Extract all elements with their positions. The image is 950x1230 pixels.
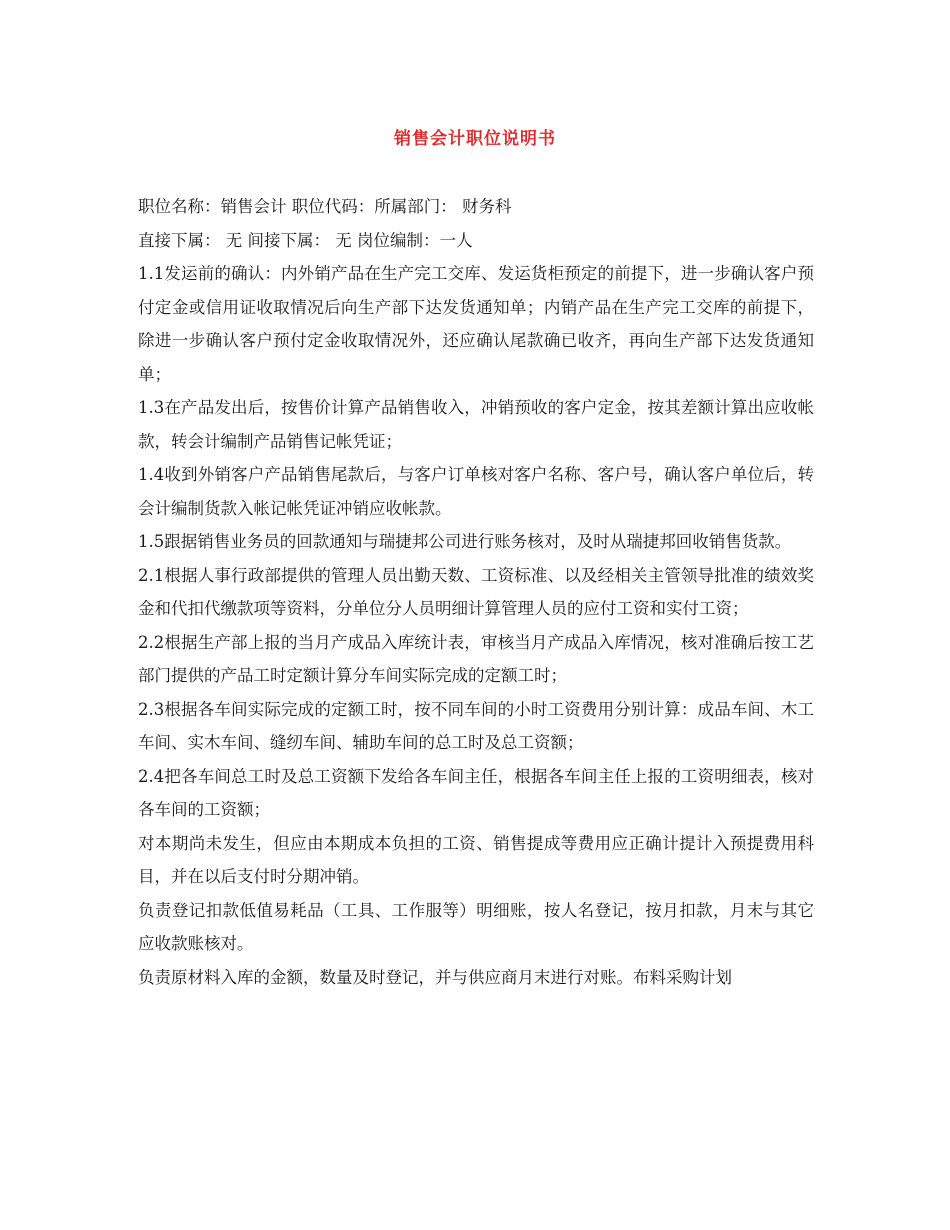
paragraph-2-4: 2.4把各车间总工时及总工资额下发给各车间主任，根据各车间主任上报的工资明细表，核对各车间的工资额；: [138, 766, 814, 819]
document-title: 销售会计职位说明书: [394, 129, 556, 149]
paragraph-subordinates: 直接下属： 无 间接下属： 无 岗位编制：一人: [138, 230, 473, 250]
paragraph-accrual: 对本期尚未发生，但应由本期成本负担的工资、销售提成等费用应正确计提计入预提费用科目，并在以后支付时分期冲销。: [138, 833, 814, 886]
paragraph-consumables: 负责登记扣款低值易耗品（工具、工作服等）明细账，按人名登记，按月扣款，月末与其它应收款账核对。: [138, 900, 814, 953]
paragraph-1-1: 1.1发运前的确认：内外销产品在生产完工交库、发运货柜预定的前提下，进一步确认客户预付定金或信用证收取情况后向生产部下达发货通知单；内销产品在生产完工交库的前提下，除进一步确认客户预付定金收取情况外，还应确认尾款确已收齐，再向生产部下达发货通知单；: [138, 264, 814, 384]
paragraph-1-3: 1.3在产品发出后，按售价计算产品销售收入，冲销预收的客户定金，按其差额计算出应收帐款，转会计编制产品销售记帐凭证；: [138, 398, 814, 451]
paragraph-raw-materials: 负责原材料入库的金额，数量及时登记，并与供应商月末进行对账。布料采购计划: [138, 967, 732, 987]
document-body: [138, 190, 814, 994]
paragraph-1-4: 1.4收到外销客户产品销售尾款后，与客户订单核对客户名称、客户号，确认客户单位后，转会计编制货款入帐记帐凭证冲销应收帐款。: [138, 465, 814, 518]
paragraph-2-3: 2.3根据各车间实际完成的定额工时，按不同车间的小时工资费用分别计算：成品车间、木工车间、实木车间、缝纫车间、辅助车间的总工时及总工资额；: [138, 699, 814, 752]
paragraph-1-5: 1.5跟据销售业务员的回款通知与瑞捷邦公司进行账务核对，及时从瑞捷邦回收销售货款。: [138, 532, 792, 551]
paragraph-2-1: 2.1根据人事行政部提供的管理人员出勤天数、工资标准、以及经相关主管领导批准的绩效奖金和代扣代缴款项等资料，分单位分人员明细计算管理人员的应付工资和实付工资；: [138, 565, 814, 618]
paragraph-position-info: 职位名称：销售会计 职位代码：所属部门： 财务科: [138, 197, 512, 216]
paragraph-2-2: 2.2根据生产部上报的当月产成品入库统计表，审核当月产成品入库情况，核对准确后按工艺部门提供的产品工时定额计算分车间实际完成的定额工时；: [138, 632, 814, 685]
